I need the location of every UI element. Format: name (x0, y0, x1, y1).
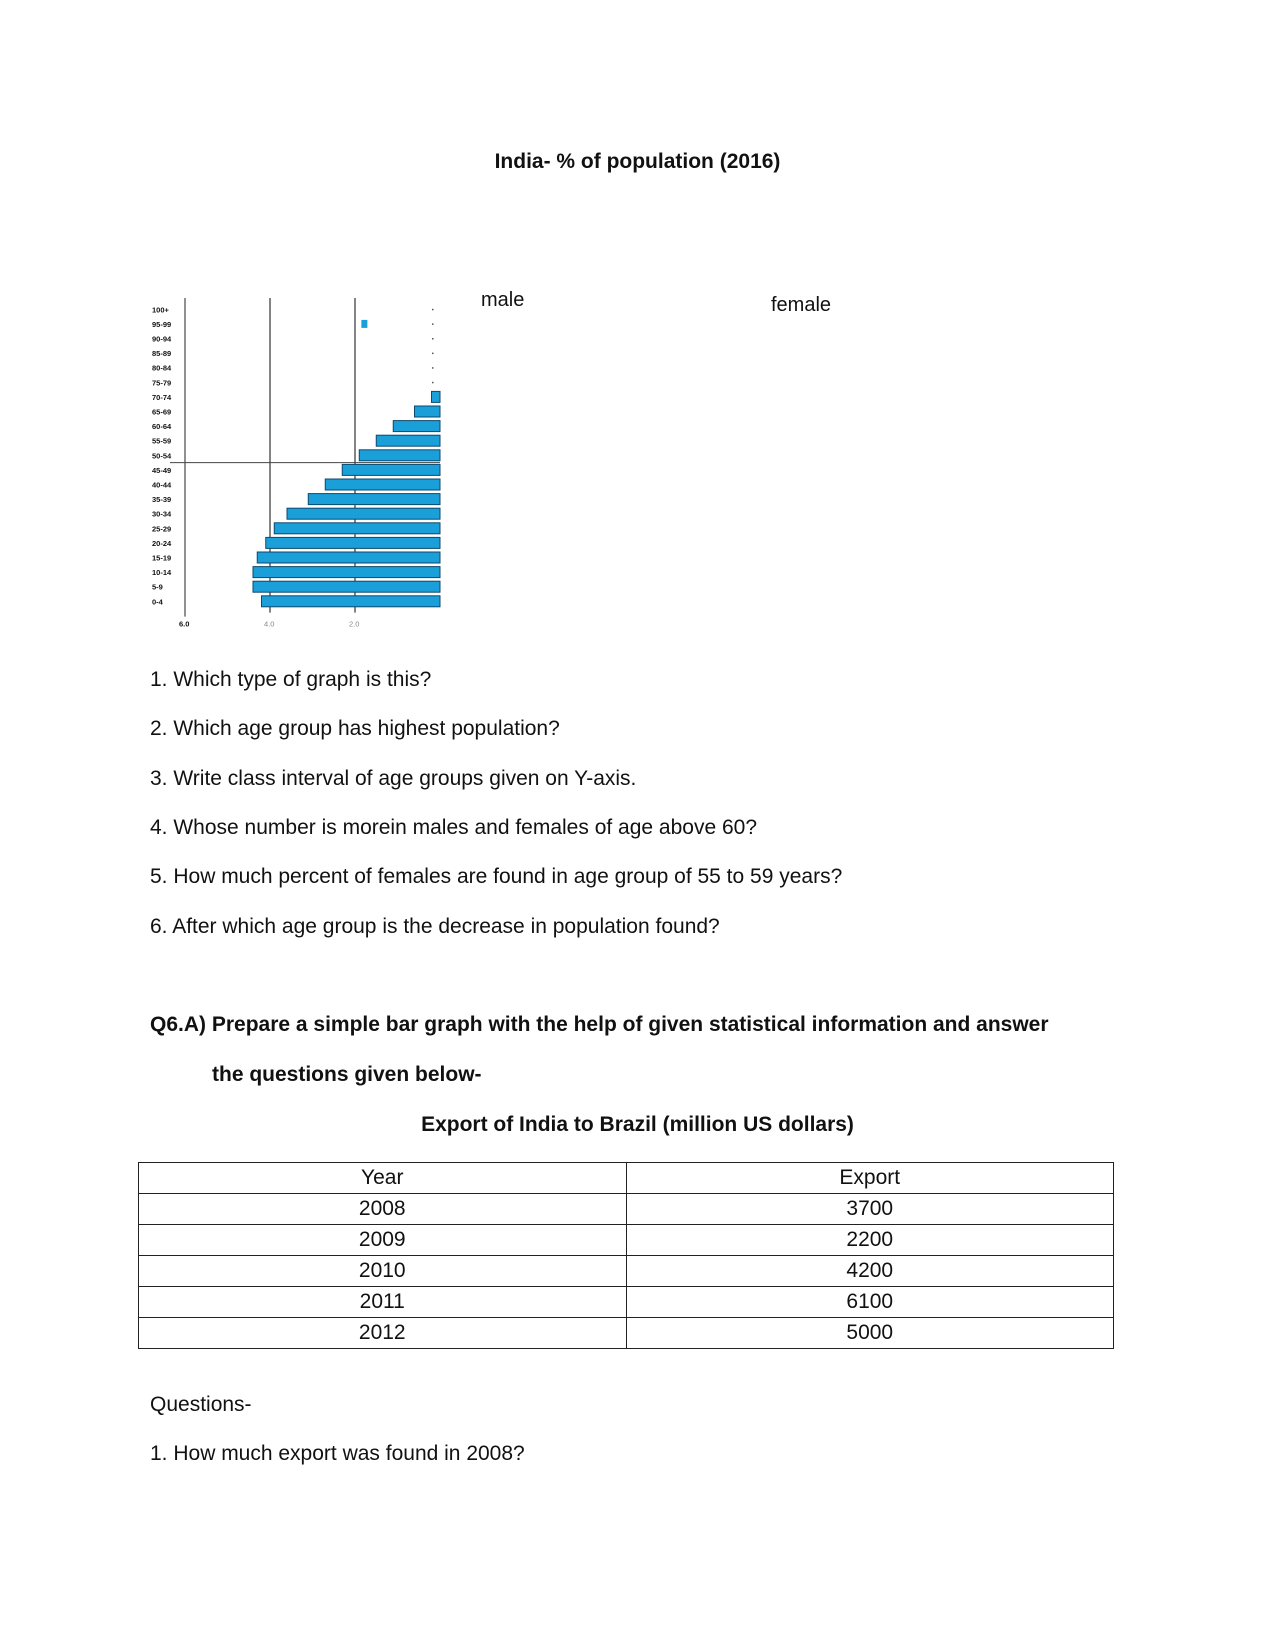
population-pyramid-chart (150, 298, 450, 638)
y-tick-label: 80-84 (152, 363, 172, 373)
y-tick-label: 30-34 (152, 509, 172, 519)
cell-export: 3700 (626, 1194, 1114, 1225)
question-3: 3. Write class interval of age groups given on Y-axis. (150, 767, 637, 790)
table-title: Export of India to Brazil (million US dollars) (421, 1113, 854, 1136)
header-export: Export (626, 1163, 1114, 1194)
table-row (139, 1318, 1114, 1349)
q6-heading-line2: the questions given below- (212, 1063, 482, 1086)
question-5: 5. How much percent of females are found in age group of 55 to 59 years? (150, 865, 843, 888)
y-tick-label: 5-9 (152, 582, 163, 592)
table-row (139, 1194, 1114, 1225)
row-tick (432, 382, 434, 384)
row-tick (432, 367, 434, 369)
x-tick-label: 6.0 (179, 619, 190, 629)
x-axis-labels (179, 620, 359, 629)
export-question-1: 1. How much export was found in 2008? (150, 1442, 525, 1465)
bar-30-34 (287, 508, 440, 519)
chart-bars (253, 320, 440, 607)
female-label: female (771, 294, 832, 316)
y-tick-label: 100+ (152, 305, 169, 315)
question-6: 6. After which age group is the decrease in population found? (150, 915, 720, 938)
bar-25-29 (274, 523, 440, 534)
bar-5-9 (253, 581, 440, 592)
x-tick-label: 4.0 (264, 619, 275, 629)
bar-20-24 (266, 537, 440, 548)
bar-10-14 (253, 567, 440, 578)
questions-label: Questions- (150, 1393, 252, 1416)
cell-year: 2011 (139, 1287, 627, 1318)
bar-40-44 (325, 479, 440, 490)
legend-marker (361, 320, 367, 328)
bar-55-59 (376, 435, 440, 446)
cell-export: 6100 (626, 1287, 1114, 1318)
bar-60-64 (393, 421, 440, 432)
cell-export: 5000 (626, 1318, 1114, 1349)
row-tick (432, 353, 434, 355)
cell-export: 4200 (626, 1256, 1114, 1287)
table-row (139, 1287, 1114, 1318)
y-tick-label: 20-24 (152, 538, 172, 548)
y-tick-label: 10-14 (152, 568, 172, 578)
header-year: Year (139, 1163, 627, 1194)
question-2: 2. Which age group has highest population? (150, 717, 560, 740)
cell-export: 2200 (626, 1225, 1114, 1256)
y-tick-label: 15-19 (152, 553, 172, 563)
y-tick-label: 60-64 (152, 422, 172, 432)
y-tick-label: 50-54 (152, 451, 172, 461)
y-tick-label: 45-49 (152, 465, 172, 475)
table-row (139, 1256, 1114, 1287)
bar-45-49 (342, 464, 440, 475)
y-tick-label: 95-99 (152, 319, 172, 329)
chart-title: India- % of population (2016) (494, 150, 781, 173)
table-row (139, 1225, 1114, 1256)
bar-70-74 (432, 391, 441, 402)
question-4: 4. Whose number is morein males and females of age above 60? (150, 816, 758, 839)
y-tick-label: 70-74 (152, 392, 172, 402)
table-header-row (139, 1163, 1114, 1194)
y-tick-label: 40-44 (152, 480, 172, 490)
y-tick-label: 65-69 (152, 407, 172, 417)
bar-65-69 (415, 406, 441, 417)
bar-15-19 (257, 552, 440, 563)
cell-year: 2008 (139, 1194, 627, 1225)
y-tick-label: 55-59 (152, 436, 172, 446)
y-axis-labels (152, 305, 172, 606)
y-tick-label: 35-39 (152, 495, 172, 505)
cell-year: 2010 (139, 1256, 627, 1287)
x-tick-label: 2.0 (349, 619, 360, 629)
y-tick-label: 75-79 (152, 378, 172, 388)
row-tick (432, 309, 434, 311)
bar-0-4 (262, 596, 441, 607)
y-tick-label: 25-29 (152, 524, 172, 534)
row-tick (432, 338, 434, 340)
question-1: 1. Which type of graph is this? (150, 668, 432, 691)
q6-heading-line1: Q6.A) Prepare a simple bar graph with the help of given statistical information and answer (150, 1013, 1049, 1036)
bar-35-39 (308, 494, 440, 505)
cell-year: 2012 (139, 1318, 627, 1349)
bar-50-54 (359, 450, 440, 461)
y-tick-label: 0-4 (152, 597, 163, 607)
male-label: male (481, 289, 525, 311)
cell-year: 2009 (139, 1225, 627, 1256)
export-table (138, 1162, 1114, 1349)
y-tick-label: 85-89 (152, 349, 172, 359)
row-tick (432, 323, 434, 325)
y-tick-label: 90-94 (152, 334, 172, 344)
